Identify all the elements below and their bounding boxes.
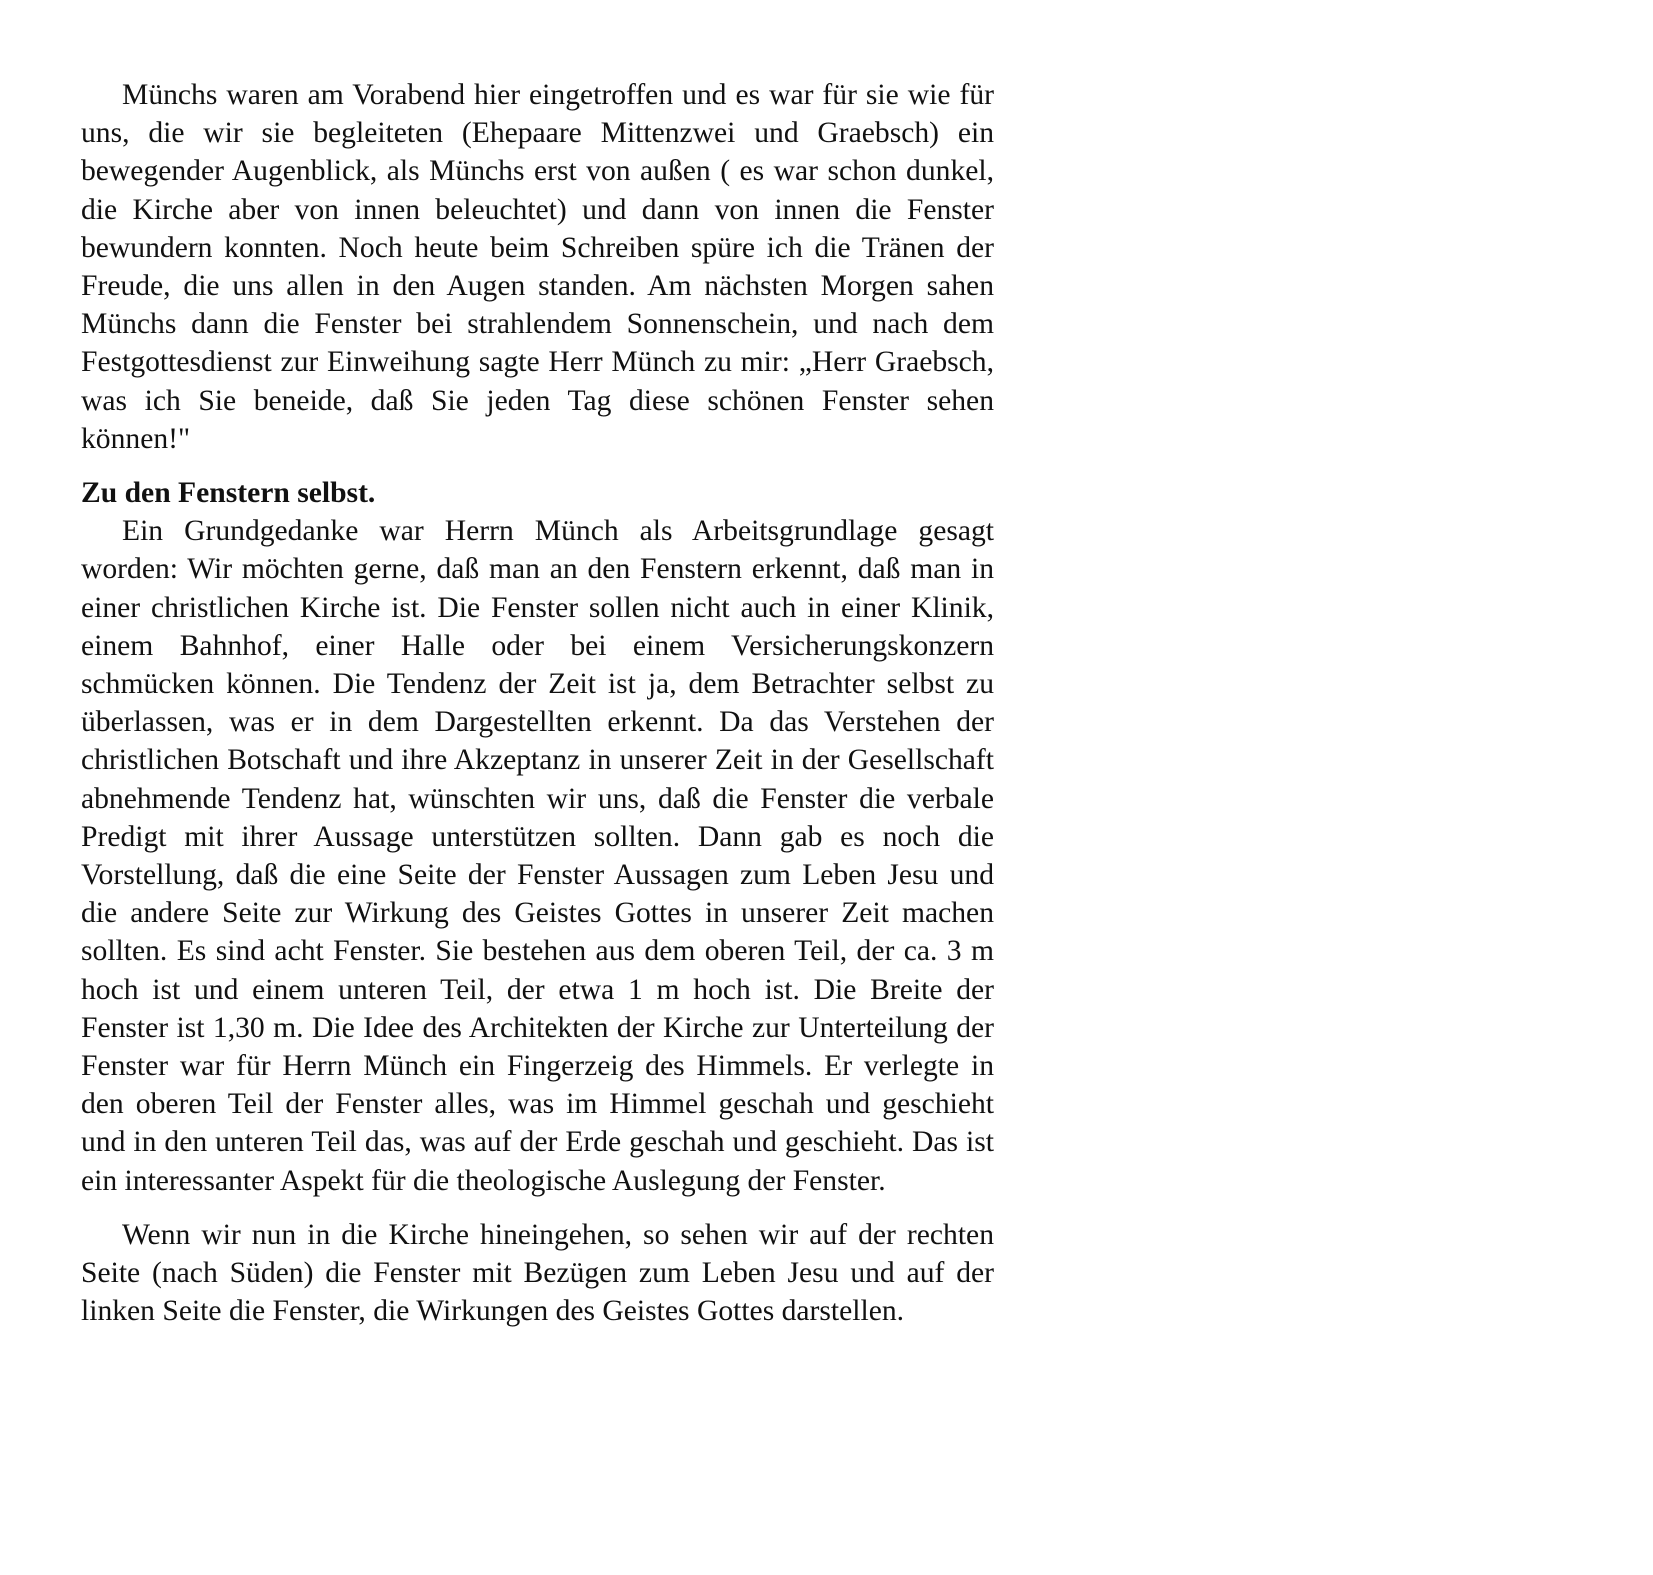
paragraph-arrival: Münchs waren am Vorabend hier eingetroffen und es war für sie wie für uns, die wir sie begleiteten (Ehepaare Mittenzwei und Graebsch) ein bewegender Augenblick, als Münchs erst von außen ( es war schon dunkel, die Kirche aber von innen beleuchtet) und dann von innen die Fenster bewundern konnten. Noch heute beim Schreiben spüre ich die Tränen der Freude, die uns allen in den Augen standen. Am nächsten Morgen sahen Münchs dann die Fenster bei strahlendem Sonnenschein, und nach dem Festgottesdienst zur Einweihung sagte Herr Münch zu mir: „Herr Graebsch, was ich Sie beneide, daß Sie jeden Tag diese schönen Fenster sehen können!": [81, 79, 994, 455]
paragraph-entering-church: Wenn wir nun in die Kirche hineingehen, so sehen wir auf der rechten Seite (nach Süden) die Fenster mit Bezügen zum Leben Jesu und auf der linken Seite die Fenster, die Wirkungen des Geistes Gottes darstellen.: [81, 1218, 994, 1328]
document-page: [81, 76, 994, 1331]
section-heading: Zu den Fenstern selbst.: [81, 477, 376, 510]
paragraph-windows-concept: Ein Grundgedanke war Herrn Münch als Arbeitsgrundlage gesagt worden: Wir möchten gerne, daß man an den Fenstern erkennt, daß man in einer christlichen Kirche ist. Die Fenster sollen nicht auch in einer Klinik, einem Bahnhof, einer Halle oder bei einem Versicherungskonzern schmücken können. Die Tendenz der Zeit ist ja, dem Betrachter selbst zu überlassen, was er in dem Dargestellten erkennt. Da das Verstehen der christlichen Botschaft und ihre Akzeptanz in unserer Zeit in der Gesellschaft abnehmende Tendenz hat, wünschten wir uns, daß die Fenster die verbale Predigt mit ihrer Aussage unterstützen sollten. Dann gab es noch die Vorstellung, daß die eine Seite der Fenster Aussagen zum Leben Jesu und die andere Seite zur Wirkung des Geistes Gottes in unserer Zeit machen sollten. Es sind acht Fenster. Sie bestehen aus dem oberen Teil, der ca. 3 m hoch ist und einem unteren Teil, der etwa 1 m hoch ist. Die Breite der Fenster ist 1,30 m. Die Idee des Architekten der Kirche zur Unterteilung der Fenster war für Herrn Münch ein Fingerzeig des Himmels. Er verlegte in den oberen Teil der Fenster alles, was im Himmel geschah und geschieht und in den unteren Teil das, was auf der Erde geschah und geschieht. Das ist ein interessanter Aspekt für die theologische Auslegung der Fenster.: [81, 515, 994, 1197]
